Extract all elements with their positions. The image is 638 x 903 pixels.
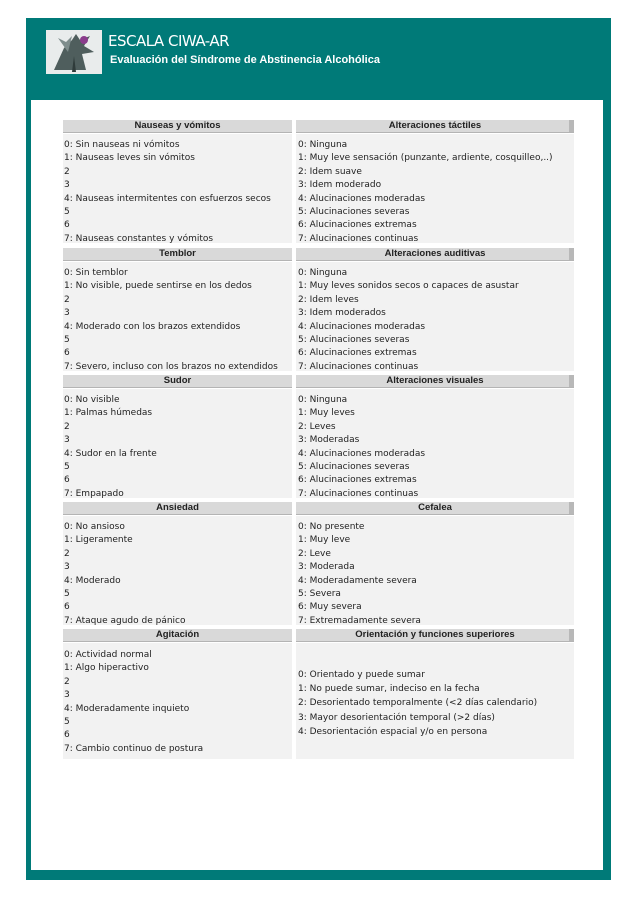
score-item: 1: Muy leves xyxy=(298,408,355,419)
score-item: 7: Severo, incluso con los brazos no extendidos xyxy=(64,361,278,372)
score-item: 5 xyxy=(64,207,70,217)
score-item: 6: Muy severa xyxy=(298,602,362,613)
score-item: 4: Sudor en la frente xyxy=(64,448,157,459)
score-item: 7: Cambio continuo de postura xyxy=(64,743,204,754)
section-header xyxy=(63,248,292,261)
score-item: 3: Moderada xyxy=(298,562,355,573)
score-item: 5 xyxy=(64,717,70,727)
score-item: 3: Idem moderados xyxy=(298,308,386,319)
page-subtitle: Evaluación del Síndrome de Abstinencia Alcohólica xyxy=(110,54,380,66)
score-item: 0: Actividad normal xyxy=(64,650,152,660)
score-item: 3: Mayor desorientación temporal (>2 días) xyxy=(298,712,495,723)
section-cell xyxy=(63,262,292,371)
score-item: 4: Moderadamente severa xyxy=(298,575,417,586)
section-header xyxy=(296,502,574,515)
section-header xyxy=(296,120,574,133)
score-item: 7: Nauseas constantes y vómitos xyxy=(64,233,214,244)
header-end-tab xyxy=(569,120,574,132)
section-title: Alteraciones auditivas xyxy=(384,248,486,259)
section-title: Agitación xyxy=(155,629,200,640)
score-item: 3 xyxy=(64,562,70,573)
score-item: 1: Muy leve sensación (punzante, ardiente, cosquilleo,..) xyxy=(298,153,553,164)
score-item: 0: Ninguna xyxy=(298,140,348,150)
section-cell xyxy=(63,643,292,759)
score-item: 6: Alucinaciones extremas xyxy=(298,475,417,486)
score-item: 2 xyxy=(64,421,70,432)
section-header xyxy=(63,375,292,388)
score-item: 0: Orientado y puede sumar xyxy=(298,670,425,680)
score-item: 1: No visible, puede sentirse en los dedos xyxy=(64,281,252,292)
header-end-tab xyxy=(569,375,574,387)
score-item: 4: Moderado con los brazos extendidos xyxy=(64,321,241,332)
score-item: 7: Ataque agudo de pánico xyxy=(64,615,186,626)
score-item: 0: Sin temblor xyxy=(64,268,128,278)
section-title: Nauseas y vómitos xyxy=(134,120,221,131)
score-item: 4: Moderado xyxy=(64,575,121,586)
score-item: 1: Palmas húmedas xyxy=(64,408,153,419)
score-item: 3: Idem moderado xyxy=(298,180,382,191)
header-end-tab xyxy=(569,502,574,514)
score-item: 6 xyxy=(64,602,70,613)
section-cell xyxy=(63,516,292,625)
score-item: 1: Muy leves sonidos secos o capaces de asustar xyxy=(298,281,519,292)
score-item: 3 xyxy=(64,308,70,319)
score-item: 6 xyxy=(64,220,70,231)
score-item: 7: Alucinaciones continuas xyxy=(298,361,419,372)
header-end-tab xyxy=(569,629,574,641)
score-item: 1: No puede sumar, indeciso en la fecha xyxy=(298,684,480,695)
section-title: Orientación y funciones superiores xyxy=(355,629,515,640)
score-item: 2: Idem suave xyxy=(298,166,362,177)
score-item: 1: Algo hiperactivo xyxy=(64,663,149,674)
score-item: 7: Extremadamente severa xyxy=(298,615,421,626)
score-item: 5 xyxy=(64,335,70,345)
score-item: 5: Alucinaciones severas xyxy=(298,462,410,472)
section-header xyxy=(63,629,292,642)
score-item: 7: Alucinaciones continuas xyxy=(298,488,419,499)
score-item: 4: Nauseas intermitentes con esfuerzos secos xyxy=(64,193,271,204)
score-item: 6: Alucinaciones extremas xyxy=(298,220,417,231)
score-item: 5 xyxy=(64,462,70,472)
score-item: 2: Leves xyxy=(298,421,336,432)
header-end-tab xyxy=(569,248,574,260)
score-item: 6 xyxy=(64,730,70,741)
score-item: 2 xyxy=(64,548,70,559)
score-item: 3 xyxy=(64,690,70,701)
score-item: 0: No ansioso xyxy=(64,522,125,532)
section-header xyxy=(296,248,574,261)
score-item: 2 xyxy=(64,676,70,687)
section-cell xyxy=(63,389,292,498)
section-title: Alteraciones táctiles xyxy=(388,120,482,131)
score-item: 1: Ligeramente xyxy=(64,535,133,546)
score-item: 0: Sin nauseas ni vómitos xyxy=(64,140,180,150)
score-item: 0: Ninguna xyxy=(298,395,348,405)
score-item: 7: Empapado xyxy=(64,488,124,499)
section-cell xyxy=(63,134,292,243)
score-item: 5 xyxy=(64,589,70,599)
score-item: 2 xyxy=(64,166,70,177)
logo-icon xyxy=(46,30,102,74)
score-item: 2: Idem leves xyxy=(298,294,359,305)
header-band xyxy=(26,18,611,78)
score-item: 0: No presente xyxy=(298,522,365,532)
score-item: 2 xyxy=(64,294,70,305)
section-header xyxy=(296,375,574,388)
score-item: 3: Moderadas xyxy=(298,435,360,446)
score-item: 4: Alucinaciones moderadas xyxy=(298,448,426,459)
section-title: Alteraciones visuales xyxy=(386,375,484,386)
score-item: 2: Desorientado temporalmente (<2 días calendario) xyxy=(298,698,538,709)
score-item: 0: No visible xyxy=(64,395,120,405)
section-title: Temblor xyxy=(159,248,196,259)
score-item: 4: Alucinaciones moderadas xyxy=(298,321,426,332)
score-item: 6 xyxy=(64,348,70,359)
section-header xyxy=(296,629,574,642)
page-title: ESCALA CIWA-AR xyxy=(108,32,230,50)
score-item: 3 xyxy=(64,435,70,446)
score-item: 4: Moderadamente inquieto xyxy=(64,703,190,714)
score-item: 6 xyxy=(64,475,70,486)
section-header xyxy=(63,120,292,133)
score-item: 2: Leve xyxy=(298,548,331,559)
score-item: 6: Alucinaciones extremas xyxy=(298,348,417,359)
section-title: Cefalea xyxy=(418,502,452,513)
section-title: Sudor xyxy=(163,375,192,386)
score-item: 0: Ninguna xyxy=(298,268,348,278)
score-item: 1: Nauseas leves sin vómitos xyxy=(64,153,195,164)
score-item: 7: Alucinaciones continuas xyxy=(298,233,419,244)
section-header xyxy=(63,502,292,515)
score-item: 5: Alucinaciones severas xyxy=(298,207,410,217)
score-item: 4: Alucinaciones moderadas xyxy=(298,193,426,204)
score-item: 5: Alucinaciones severas xyxy=(298,335,410,345)
score-item: 3 xyxy=(64,180,70,191)
section-title: Ansiedad xyxy=(156,502,199,513)
score-item: 1: Muy leve xyxy=(298,535,351,546)
score-item: 5: Severa xyxy=(298,589,341,599)
score-item: 4: Desorientación espacial y/o en persona xyxy=(298,726,488,737)
